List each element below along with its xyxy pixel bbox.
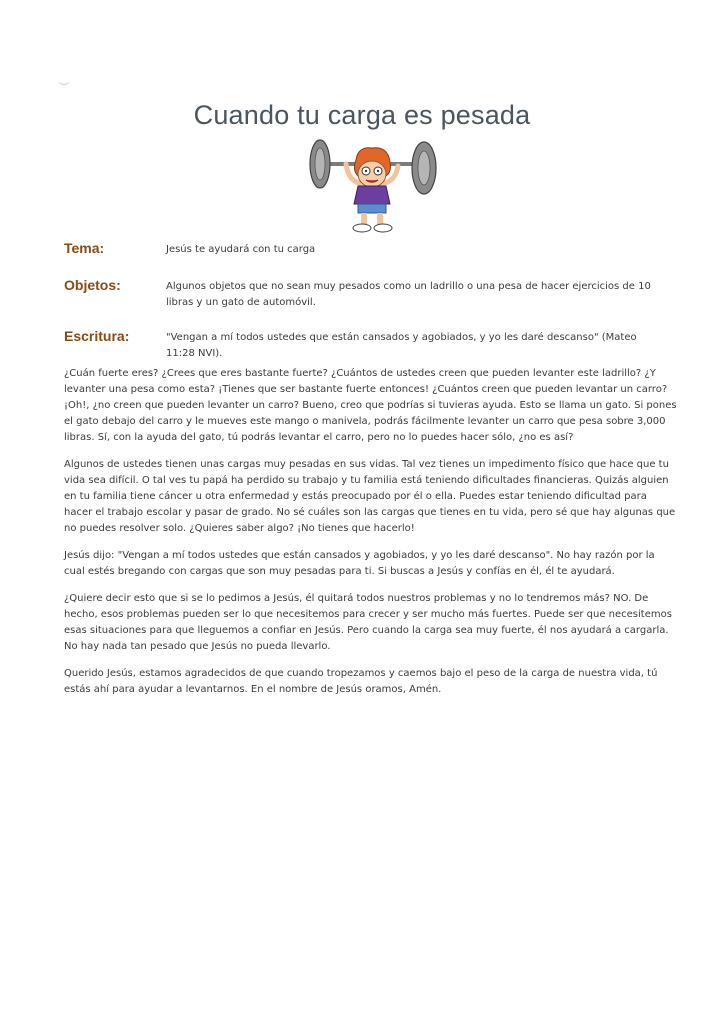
- paragraph: ¿Cuán fuerte eres? ¿Crees que eres bastante fuerte? ¿Cuántos de ustedes creen que pueden levanter este ladrillo? ¿Y levanter una pesa como esta? ¡Tienes que ser bastante fuerte entonces! ¿Cuántos creen que pueden levantar un carro? ¡Oh!, ¿no creen que pueden levanter un carro? Bueno, creo que podrías si tuvieras ayuda. Esto se llama un gato. Si pones el gato debajo del carro y le mueves este mango o manivela, podrás fácilmente levanter un carro que pesa sobre 3,000 libras. Sí, con la ayuda del gato, tú podrás levantar el carro, pero no lo puedes hacer sólo, ¿no es así?: [64, 368, 677, 443]
- objetos-value: Algunos objetos que no sean muy pesados como un ladrillo o una pesa de hacer ejercicios de 10 libras y un gato de automóvil.: [166, 281, 651, 308]
- escritura-label: Escritura:: [64, 328, 130, 344]
- paragraph: Querido Jesús, estamos agradecidos de que cuando tropezamos y caemos bajo el peso de la carga de nuestra vida, tú estás ahí para ayudar a levantarnos. En el nombre de Jesús oramos, Amén.: [64, 668, 658, 695]
- tema-label: Tema:: [64, 240, 105, 256]
- escritura-value: "Vengan a mí todos ustedes que están cansados y agobiados, y yo les daré descanso" (Mateo 11:28 NVI).: [166, 332, 637, 359]
- page-mark: [58, 78, 70, 85]
- tema-value: Jesús te ayudará con tu carga: [166, 244, 316, 255]
- paragraph: Algunos de ustedes tienen unas cargas muy pesadas en sus vidas. Tal vez tienes un impedimento físico que hace que tu vida sea difícil. O tal ves tu papá ha perdido su trabajo y tu familia está teniendo dificultades financieras. Quizás alguien en tu familia tiene cáncer u otra enfermedad y estás preocupado por él o ella. Puedes estar teniendo dificultad para hacer el trabajo escolar y pasar de grado. No sé cuáles son las cargas que tienes en tu vida, pero sé que hay algunas que no puedes resolver solo. ¿Quieres saber algo? ¡No tienes que hacerlo!: [64, 459, 676, 534]
- page-title: Cuando tu carga es pesada: [193, 100, 531, 130]
- paragraph: ¿Quiere decir esto que si se lo pedimos a Jesús, él quitará todos nuestros problemas y no lo tendremos más? NO. De hecho, esos problemas pueden ser lo que necesitemos para crecer y ser mucho más fuertes. Puede ser que necesitemos esas situaciones para que lleguemos a confiar en Jesús. Pero cuando la carga sea muy fuerte, él nos ayudará a cargarla. No hay nada tan pesado que Jesús no pueda llevarlo.: [64, 593, 672, 652]
- paragraph: Jesús dijo: "Vengan a mí todos ustedes que están cansados y agobiados, y yo les daré descanso". No hay razón por la cual estés bregando con cargas que son muy pesadas para ti. Si buscas a Jesús y confías en él, él te ayudará.: [64, 550, 655, 577]
- weightlifting-kid-illustration: [306, 138, 438, 234]
- body-text: [64, 366, 677, 709]
- objetos-label: Objetos:: [64, 277, 121, 293]
